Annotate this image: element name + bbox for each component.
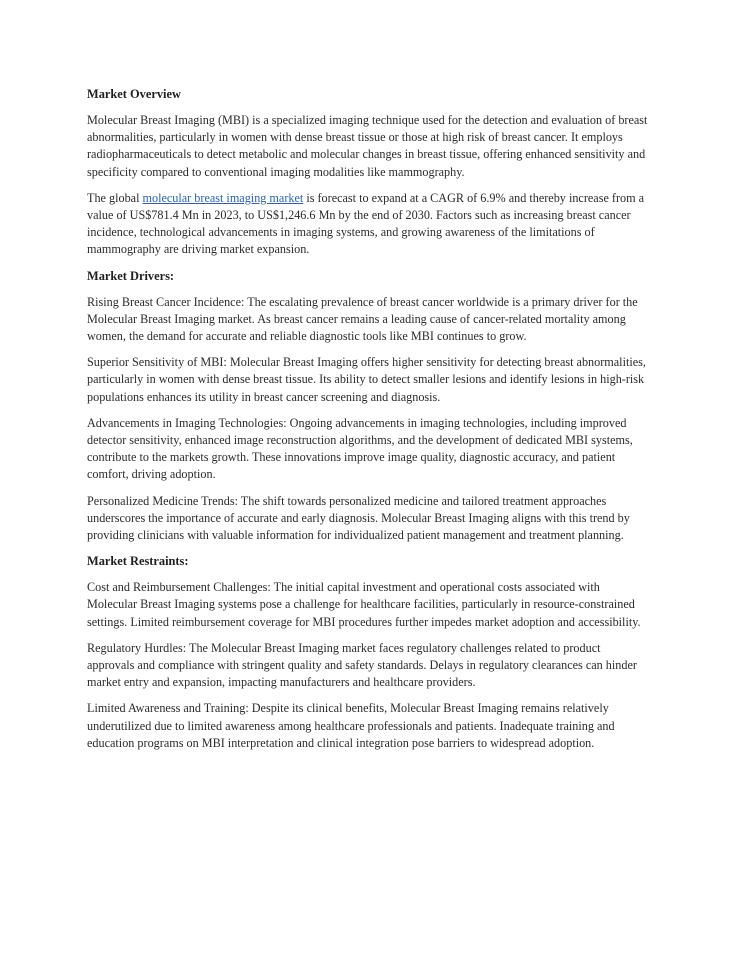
heading-market-drivers: Market Drivers:: [87, 268, 175, 283]
restraint-paragraph-1: Cost and Reimbursement Challenges: The initial capital investment and operational costs associated with Molecular Breast Imaging systems pose a challenge for healthcare facilities, particularly in resource-constrained settings. Limited reimbursement coverage for MBI procedures further impedes market adoption and accessibility.: [87, 580, 641, 629]
heading-market-overview: Market Overview: [87, 87, 181, 101]
driver-paragraph-2: Superior Sensitivity of MBI: Molecular Breast Imaging offers higher sensitivity for detecting breast abnormalities, particularly in women with dense breast tissue. Its ability to detect smaller lesions and identify lesions in high-risk populations enhances its utility in breast cancer screening and diagnosis.: [87, 355, 646, 404]
overview-paragraph-2: [87, 190, 649, 259]
driver-paragraph-1: Rising Breast Cancer Incidence: The escalating prevalence of breast cancer worldwide is a primary driver for the Molecular Breast Imaging market. As breast cancer remains a leading cause of cancer-related mortality among women, the demand for accurate and reliable diagnostic tools like MBI continues to grow.: [87, 294, 638, 344]
overview-p2-text-before: The global: [87, 190, 143, 205]
overview-paragraph-1: Molecular Breast Imaging (MBI) is a specialized imaging technique used for the detection and evaluation of breast abnormalities, particularly in women with dense breast tissue or those at high risk of breast cancer. It employs radiopharmaceuticals to detect metabolic and molecular changes in breast tissue, offering enhanced sensitivity and specificity compared to conventional imaging modalities like mammography.: [87, 113, 648, 179]
document-body: [87, 86, 649, 761]
heading-market-restraints: Market Restraints:: [87, 554, 189, 569]
driver-paragraph-4: Personalized Medicine Trends: The shift towards personalized medicine and tailored treatment approaches underscores the importance of accurate and early diagnosis. Molecular Breast Imaging aligns with this trend by providing clinicians with valuable information for individualized patient management and treatment planning.: [87, 493, 630, 543]
market-report-link[interactable]: molecular breast imaging market: [142, 190, 304, 205]
driver-paragraph-3: Advancements in Imaging Technologies: Ongoing advancements in imaging technologies, including improved detector sensitivity, enhanced image reconstruction algorithms, and the development of dedicated MBI systems, contribute to the markets growth. These innovations improve image quality, diagnostic accuracy, and patient comfort, driving adoption.: [87, 415, 633, 482]
restraint-paragraph-3: Limited Awareness and Training: Despite its clinical benefits, Molecular Breast Imaging remains relatively underutilized due to limited awareness among healthcare professionals and patients. Inadequate training and education programs on MBI interpretation and clinical integration pose barriers to widespread adoption.: [87, 701, 615, 750]
overview-p2-text-after: is forecast to expand at a CAGR of 6.9% and thereby increase from a value of US$781.4 Mn in 2023, to US$1,246.6 Mn by the end of 2030. Factors such as increasing breast cancer incidence, technological advancements in imaging systems, and growing awareness of the limitations of mammography are driving market expansion.: [87, 190, 645, 257]
restraint-paragraph-2: Regulatory Hurdles: The Molecular Breast Imaging market faces regulatory challenges related to product approvals and compliance with stringent quality and safety standards. Delays in regulatory clearances can hinder market entry and expansion, impacting manufacturers and healthcare providers.: [87, 640, 637, 690]
